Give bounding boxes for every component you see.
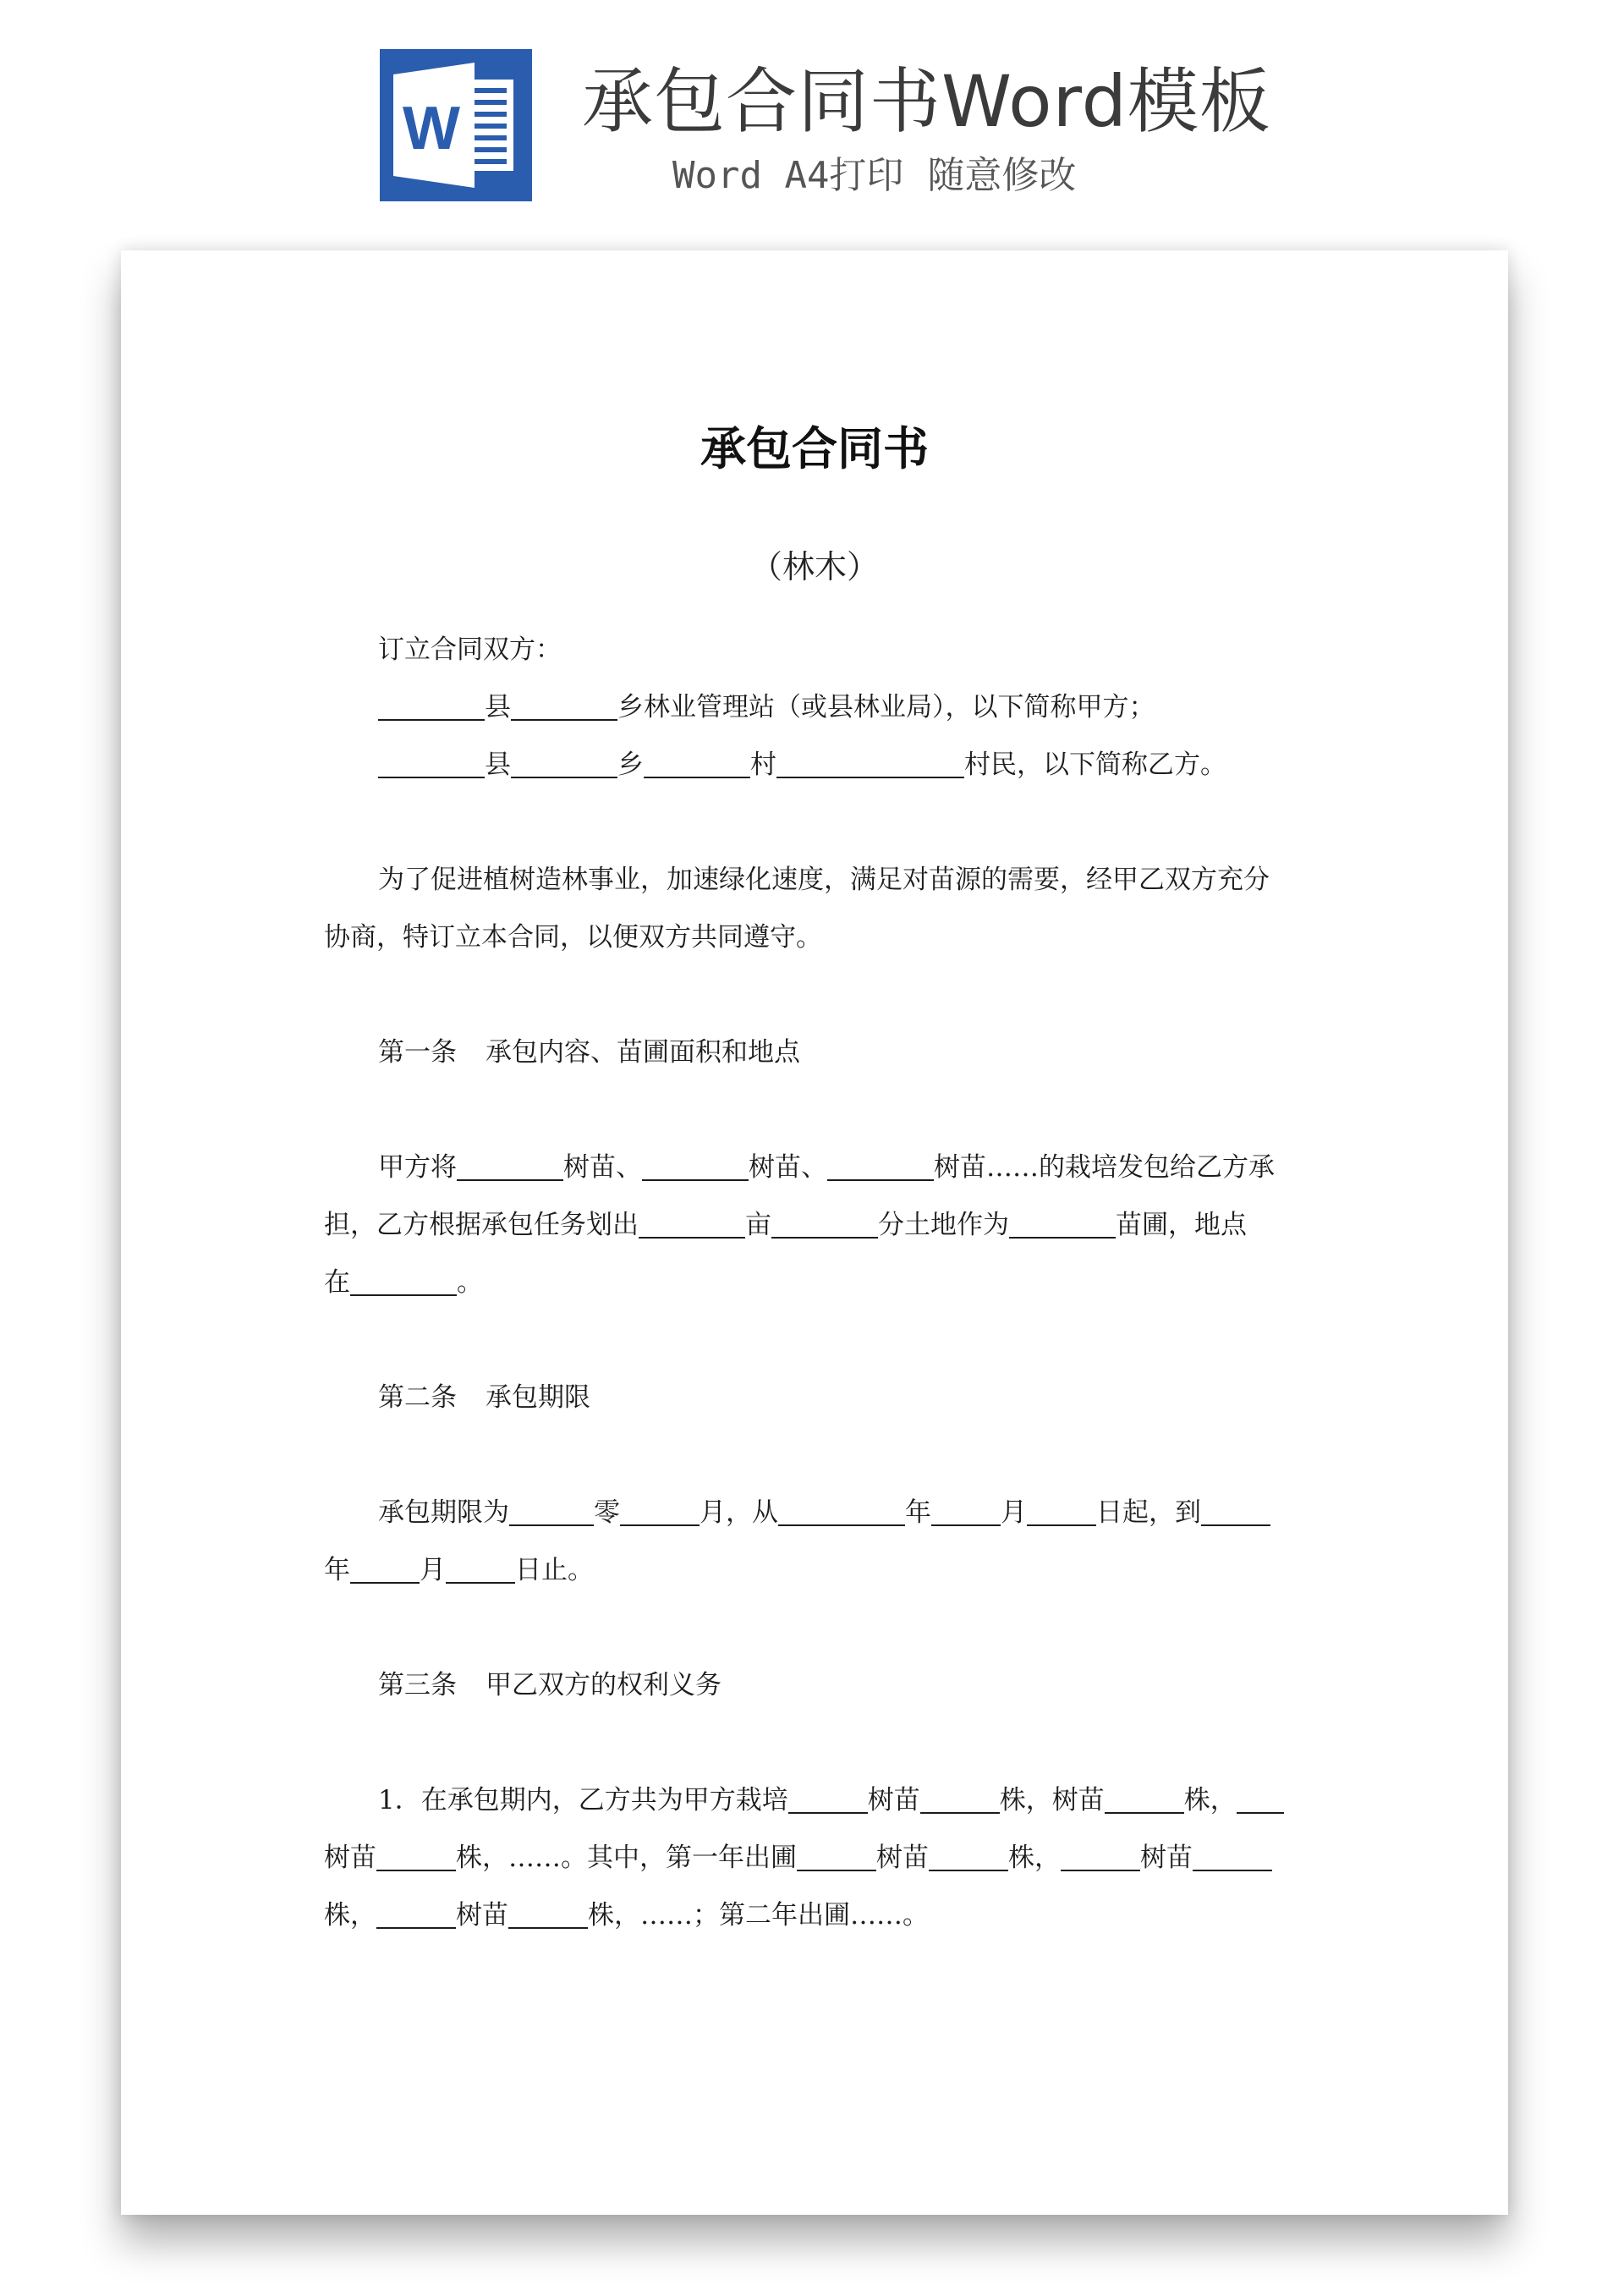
fill-blank[interactable] xyxy=(511,751,617,778)
word-document-icon xyxy=(380,49,532,201)
banner-subtitle-left: Word A4打印 xyxy=(672,154,904,197)
fill-blank[interactable] xyxy=(797,1844,876,1871)
fill-blank[interactable] xyxy=(376,1902,456,1929)
fill-blank[interactable] xyxy=(778,1499,905,1526)
fill-blank[interactable] xyxy=(1061,1844,1140,1871)
fill-blank[interactable] xyxy=(378,694,485,721)
fill-blank[interactable] xyxy=(776,751,964,778)
banner-title: 承包合同书Word模板 xyxy=(582,60,1271,143)
fill-blank[interactable] xyxy=(788,1787,868,1814)
fill-blank[interactable] xyxy=(771,1211,878,1239)
article-3-heading: 第三条 甲乙双方的权利义务 xyxy=(378,1670,721,1700)
fill-blank[interactable] xyxy=(457,1154,563,1181)
document-body xyxy=(324,411,1305,1944)
banner-subtitle-right: 随意修改 xyxy=(927,154,1077,197)
fill-blank[interactable] xyxy=(620,1499,700,1526)
party-b-line: 县 乡 村 村民，以下简称乙方。 xyxy=(324,736,1305,794)
fill-blank[interactable] xyxy=(376,1844,456,1871)
fill-blank[interactable] xyxy=(929,1844,1008,1871)
article-3-line-1: 1．在承包期内，乙方共为甲方栽培 树苗 株，树苗 株， xyxy=(324,1771,1305,1829)
fill-blank[interactable] xyxy=(508,1902,588,1929)
article-1-line-3: 在 。 xyxy=(324,1267,483,1298)
document-subtitle: （林木） xyxy=(749,548,879,585)
article-3-line-2: 树苗 株，……。其中，第一年出圃 树苗 株， 树苗 xyxy=(324,1829,1305,1887)
article-3-line-3: 株， 树苗 株，……；第二年出圃……。 xyxy=(324,1900,929,1931)
fill-blank[interactable] xyxy=(1105,1787,1184,1814)
article-1-line-1: 甲方将 树苗、 树苗、 树苗……的栽培发包给乙方承 xyxy=(378,1152,1275,1183)
parties-heading: 订立合同双方： xyxy=(378,634,562,665)
logo-letter: W xyxy=(403,95,460,162)
fill-blank[interactable] xyxy=(1027,1499,1096,1526)
fill-blank[interactable] xyxy=(509,1499,594,1526)
article-2-heading: 第二条 承包期限 xyxy=(378,1382,590,1413)
fill-blank[interactable] xyxy=(511,694,617,721)
fill-blank[interactable] xyxy=(1009,1211,1116,1239)
article-2-line-2: 年 月 日止。 xyxy=(324,1555,594,1585)
banner-subtitle xyxy=(672,151,1076,201)
preamble-line-2: 协商，特订立本合同，以便双方共同遵守。 xyxy=(324,922,822,953)
fill-blank[interactable] xyxy=(1193,1844,1272,1871)
fill-blank[interactable] xyxy=(931,1499,1001,1526)
fill-blank[interactable] xyxy=(350,1269,457,1296)
fill-blank[interactable] xyxy=(446,1557,515,1584)
fill-blank[interactable] xyxy=(378,751,485,778)
article-1-line-2: 担，乙方根据承包任务划出 亩 分土地作为 苗圃，地点 xyxy=(324,1210,1247,1240)
article-2-line-1: 承包期限为 零 月，从 年 月 日起，到 xyxy=(324,1484,1305,1541)
fill-blank[interactable] xyxy=(350,1557,420,1584)
fill-blank[interactable] xyxy=(639,1211,745,1239)
document-title: 承包合同书 xyxy=(700,422,929,475)
article-1-heading: 第一条 承包内容、苗圃面积和地点 xyxy=(378,1037,800,1068)
fill-blank[interactable] xyxy=(1201,1499,1270,1526)
fill-blank[interactable] xyxy=(827,1154,934,1181)
preamble-line-1: 为了促进植树造林事业，加速绿化速度，满足对苗源的需要，经甲乙双方充分 xyxy=(378,865,1270,895)
fill-blank[interactable] xyxy=(1237,1787,1284,1814)
fill-blank[interactable] xyxy=(642,1154,749,1181)
party-a-line: 县 乡林业管理站（或县林业局），以下简称甲方； xyxy=(324,678,1305,736)
document-page xyxy=(121,250,1508,2215)
fill-blank[interactable] xyxy=(644,751,750,778)
fill-blank[interactable] xyxy=(920,1787,1000,1814)
